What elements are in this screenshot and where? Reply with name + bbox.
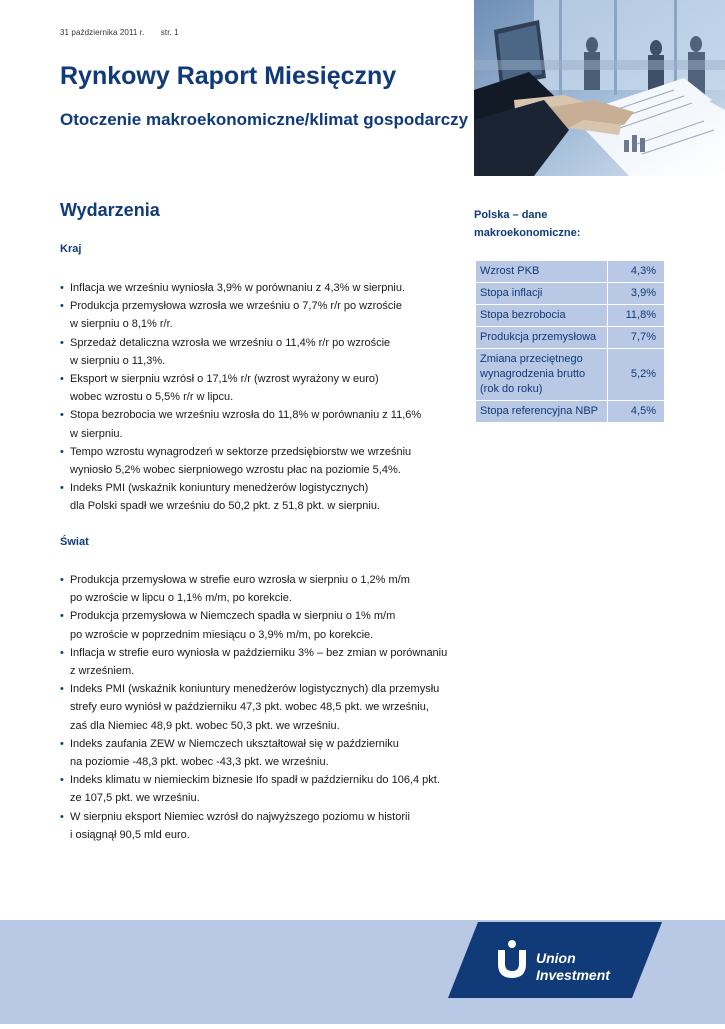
bullet-item (60, 644, 465, 680)
page-number: str. 1 (160, 28, 179, 37)
swiat-bullet-list (60, 571, 465, 844)
macro-data-table (475, 260, 665, 423)
table-row (476, 349, 665, 401)
bullet-line: ze 107,5 pkt. we wrześniu. (70, 792, 200, 805)
bullet-dot-icon: • (60, 336, 64, 349)
bullet-line: Produkcja przemysłowa w Niemczech spadła w sierpniu o 1% m/m (70, 610, 396, 623)
bullet-line: wobec wzrostu o 5,5% r/r w lipcu. (70, 391, 234, 404)
report-date: 31 października 2011 r. (60, 28, 145, 37)
bullet-item (60, 680, 465, 735)
kraj-heading: Kraj (60, 243, 82, 255)
report-title: Rynkowy Raport Miesięczny (60, 62, 397, 90)
table-row (476, 283, 665, 305)
indicator-value: 4,3% (607, 261, 664, 283)
indicator-label (476, 305, 608, 327)
swiat-heading: Świat (60, 536, 89, 548)
indicator-label-line: Produkcja przemysłowa (480, 331, 597, 343)
bullet-line: Stopa bezrobocia we wrześniu wzrosła do 11,8% w porównaniu z 11,6% (70, 409, 422, 422)
bullet-item (60, 735, 465, 771)
bullet-line: Indeks PMI (wskaźnik koniuntury menedżerów logistycznych) (70, 482, 369, 495)
sidebar-heading-line2: makroekonomiczne: (474, 227, 581, 239)
bullet-dot-icon: • (60, 482, 64, 495)
indicator-label (476, 349, 608, 401)
indicator-label (476, 283, 608, 305)
bullet-item (60, 607, 465, 643)
bullet-item (60, 443, 465, 479)
bullet-line: dla Polski spadł we wrześniu do 50,2 pkt. z 51,8 pkt. w sierpniu. (70, 500, 380, 513)
table-row (476, 401, 665, 423)
bullet-line: Tempo wzrostu wynagrodzeń w sektorze przedsiębiorstw we wrześniu (70, 445, 412, 458)
kraj-bullet-list (60, 279, 465, 516)
section-heading-wydarzenia: Wydarzenia (60, 200, 160, 220)
indicator-label (476, 401, 608, 423)
bullet-line: Indeks PMI (wskaźnik koniuntury menedżerów logistycznych) dla przemysłu (70, 683, 440, 696)
sidebar-heading-line1: Polska – dane (474, 209, 548, 221)
bullet-item (60, 479, 465, 515)
logo-text-line1: Union (536, 950, 576, 966)
bullet-dot-icon: • (60, 774, 64, 787)
bullet-item (60, 808, 465, 844)
bullet-item (60, 279, 465, 297)
bullet-dot-icon: • (60, 373, 64, 386)
table-row (476, 327, 665, 349)
bullet-dot-icon: • (60, 810, 64, 823)
bullet-line: i osiągnął 90,5 mld euro. (70, 828, 190, 841)
bullet-item (60, 771, 465, 807)
indicator-value: 4,5% (607, 401, 664, 423)
bullet-line: Eksport w sierpniu wzrósł o 17,1% r/r (wzrost wyrażony w euro) (70, 373, 379, 386)
bullet-dot-icon: • (60, 574, 64, 586)
bullet-line: na poziomie -48,3 pkt. wobec -43,3 pkt. we wrześniu. (70, 756, 329, 769)
bullet-line: W sierpniu eksport Niemiec wzrósł do najwyższego poziomu w historii (70, 810, 410, 823)
indicator-label-line: Stopa referencyjna NBP (480, 405, 599, 417)
header-photo (474, 0, 725, 176)
bullet-item (60, 571, 465, 607)
indicator-label-line: wynagrodzenia brutto (480, 368, 586, 380)
sidebar-heading (474, 206, 674, 242)
indicator-label (476, 261, 608, 283)
bullet-line: z wrześniem. (70, 665, 135, 678)
bullet-line: Indeks zaufania ZEW w Niemczech ukształtował się w październiku (70, 737, 399, 750)
bullet-dot-icon: • (60, 282, 64, 294)
bullet-dot-icon: • (60, 445, 64, 458)
header-meta (60, 28, 179, 37)
bullet-line: w sierpniu. (70, 427, 123, 440)
bullet-dot-icon: • (60, 683, 64, 696)
report-subtitle: Otoczenie makroekonomiczne/klimat gospodarczy (60, 110, 469, 129)
indicator-label-line: Zmiana przeciętnego (480, 353, 583, 365)
bullet-line: zaś dla Niemiec 48,9 pkt. wobec 50,3 pkt. we wrześniu. (70, 719, 340, 732)
bullet-line: w sierpniu o 8,1% r/r. (70, 318, 173, 331)
bullet-line: wyniosło 5,2% wobec sierpniowego wzrostu płac na poziomie 5,4%. (70, 464, 401, 477)
footer-banner (0, 920, 725, 1024)
indicator-value: 3,9% (607, 283, 664, 305)
bullet-line: Sprzedaż detaliczna wzrosła we wrześniu o 11,4% r/r po wzroście (70, 336, 391, 349)
bullet-line: Produkcja przemysłowa wzrosła we wrześniu o 7,7% r/r po wzroście (70, 300, 402, 313)
indicator-value: 11,8% (607, 305, 664, 327)
bullet-line: Inflacja we wrześniu wyniosła 3,9% w porównaniu z 4,3% w sierpniu. (70, 282, 406, 294)
indicator-label (476, 327, 608, 349)
table-row (476, 261, 665, 283)
bullet-line: po wzroście w lipcu o 1,1% m/m, po korekcie. (70, 592, 292, 605)
bullet-item (60, 370, 465, 406)
bullet-dot-icon: • (60, 610, 64, 623)
indicator-value: 5,2% (607, 349, 664, 401)
bullet-dot-icon: • (60, 646, 64, 659)
bullet-line: strefy euro wyniósł w październiku 47,3 pkt. wobec 48,5 pkt. we wrześniu, (70, 701, 429, 714)
bullet-line: po wzroście w poprzednim miesiącu o 3,9% m/m, po korekcie. (70, 628, 374, 641)
bullet-line: Produkcja przemysłowa w strefie euro wzrosła w sierpniu o 1,2% m/m (70, 574, 410, 586)
indicator-label-line: Stopa inflacji (480, 287, 543, 299)
bullet-item (60, 406, 465, 442)
logo-text-line2: Investment (536, 967, 610, 983)
bullet-line: Indeks klimatu w niemieckim biznesie Ifo spadł w październiku do 106,4 pkt. (70, 774, 440, 787)
bullet-dot-icon: • (60, 300, 64, 313)
bullet-line: w sierpniu o 11,3%. (70, 354, 166, 367)
table-row (476, 305, 665, 327)
bullet-line: Inflacja w strefie euro wyniosła w październiku 3% – bez zmian w porównaniu (70, 646, 448, 659)
indicator-label-line: Wzrost PKB (480, 265, 540, 277)
bullet-item (60, 334, 465, 370)
bullet-dot-icon: • (60, 409, 64, 422)
indicator-label-line: (rok do roku) (480, 383, 543, 395)
bullet-item (60, 297, 465, 333)
indicator-value: 7,7% (607, 327, 664, 349)
indicator-label-line: Stopa bezrobocia (480, 309, 566, 321)
bullet-dot-icon: • (60, 737, 64, 750)
